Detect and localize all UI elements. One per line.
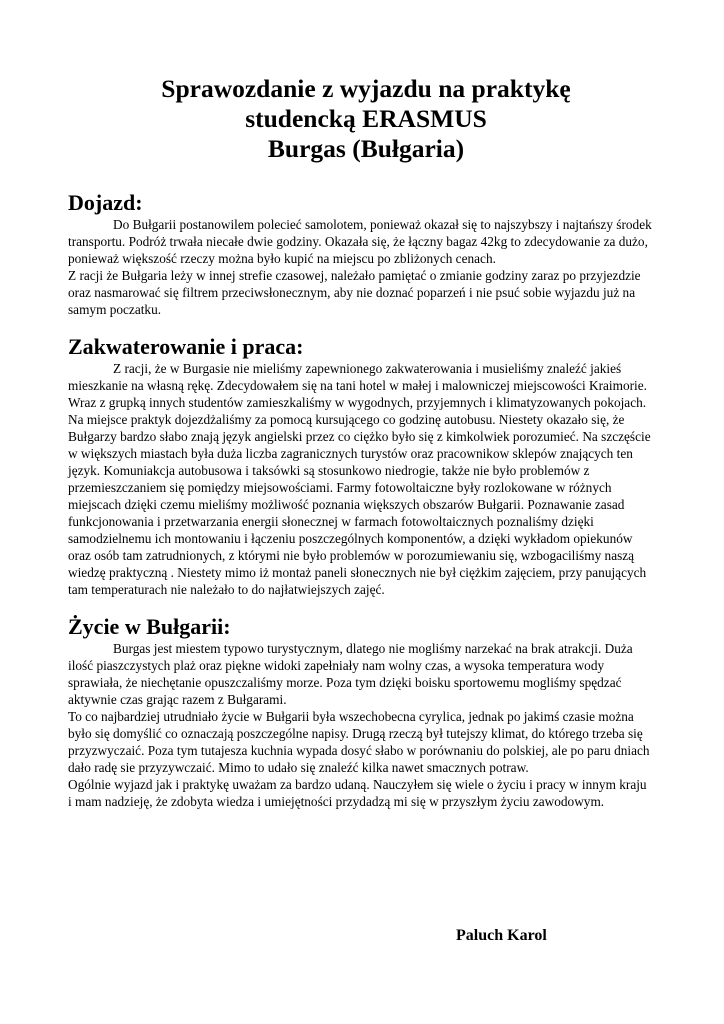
document-title <box>80 74 652 164</box>
signature: Paluch Karol <box>456 927 547 944</box>
title-line-2: studencką ERASMUS <box>245 104 487 133</box>
paragraph: Do Bułgarii postanowilem polecieć samolotem, ponieważ okazał się to najszybszy i najtańszy środek transportu. Podróż trwała niecałe dwie godziny. Okazała się, że łączny bagaz 42kg to zdecydowanie za dużo, ponieważ większość rzeczy można było kupić na miejscu po zbliżonych cenach. <box>68 217 652 266</box>
section-body-zycie <box>68 640 652 810</box>
section-heading-zycie: Życie w Bułgarii: <box>68 614 231 639</box>
paragraph: Z racji, że w Burgasie nie mieliśmy zapewnionego zakwaterowania i musieliśmy znaleźć jakieś mieszkanie na własną rękę. Zdecydowałem się na tani hotel w małej i malowniczej miejscowości Kraimorie. Wraz z grupką innych studentów zamieszkaliśmy w wygodnych, przyjemnych i klimatyzowanych pokojach. Na miejsce praktyk dojezdżaliśmy za pomocą kursującego co godzinę autobusu. Niestety okazało się, że Bułgarzy bardzo słabo znają język angielski przez co ciężko było się z kimkolwiek porozumieć. Na szczęście w większych miastach była duża liczba zagranicznych turystów oraz pracownikow sklepów znających ten język. Komuniakcja autobusowa i taksówki są stosunkowo niedrogie, także nie było problemów z przemieszczaniem się pomiędzy miejsowościami. Farmy fotowoltaiczne były rozlokowane w różnych miejscach dzięki czemu mieliśmy możliwość poznania większych obszarów Bułgarii. Poznawanie zasad funkcjonowania i przetwarzania energii słonecznej w farmach fotowoltaicznych poznaliśmy dzięki samodzielnemu ich montowaniu i łączeniu poszczególnych komponentów, a dzięki wykładom opiekunów oraz osób tam zatrudnionych, z którymi nie było problemów w porozumiewaniu się, wzbogaciliśmy naszą wiedzę praktyczną . Niestety mimo iż montaż paneli słonecznych nie był ciężkim zajęciem, przy panujących tam temperaturach nie należało to do najłatwiejszych zajęć. <box>68 361 651 597</box>
paragraph: To co najbardziej utrudniało życie w Bułgarii była wszechobecna cyrylica, jednak po jakimś czasie można było się domyślić co oznaczają poszczególne napisy. Drugą rzeczą był tutejszy klimat, do którego trzeba się przyzwyczaić. Poza tym tutajesza kuchnia wypada dosyć słabo w porównaniu do polskiej, ale po paru dniach dało radę sie przyzywczaić. Mimo to udało się znaleźć kilka nawet smacznych potraw. <box>68 709 650 775</box>
title-line-1: Sprawozdanie z wyjazdu na praktykę <box>161 74 571 103</box>
paragraph: Ogólnie wyjazd jak i praktykę uważam za bardzo udaną. Nauczyłem się wiele o życiu i pracy w innym kraju i mam nadzieję, że zdobyta wiedza i umiejętności przydadzą mi się w przyszłym życiu zawodowym. <box>68 777 647 809</box>
title-line-3: Burgas (Bułgaria) <box>267 134 465 163</box>
section-body-dojazd <box>68 216 652 318</box>
paragraph: Burgas jest miestem typowo turystycznym, dlatego nie mogliśmy narzekać na brak atrakcji. Duża ilość piaszczystych plaż oraz piękne widoki zapełniały nam wolny czas, a wysoka temperatura wody sprawiała, że niechętanie opuszczaliśmy morze. Poza tym dzięki boisku sportowemu mogliśmy spędzać aktywnie czas grając razem z Bułgarami. <box>68 641 633 707</box>
section-heading-zakwaterowanie: Zakwaterowanie i praca: <box>68 334 304 359</box>
paragraph: Z racji że Bułgaria leży w innej strefie czasowej, należało pamiętać o zmianie godziny zaraz po przyjezdzie oraz nasmarować się filtrem przeciwsłonecznym, aby nie doznać poparzeń i nie psuć sobie wyjazdu już na samym poczatku. <box>68 268 641 317</box>
section-heading-dojazd: Dojazd: <box>68 190 143 215</box>
section-body-zakwaterowanie <box>68 360 652 598</box>
